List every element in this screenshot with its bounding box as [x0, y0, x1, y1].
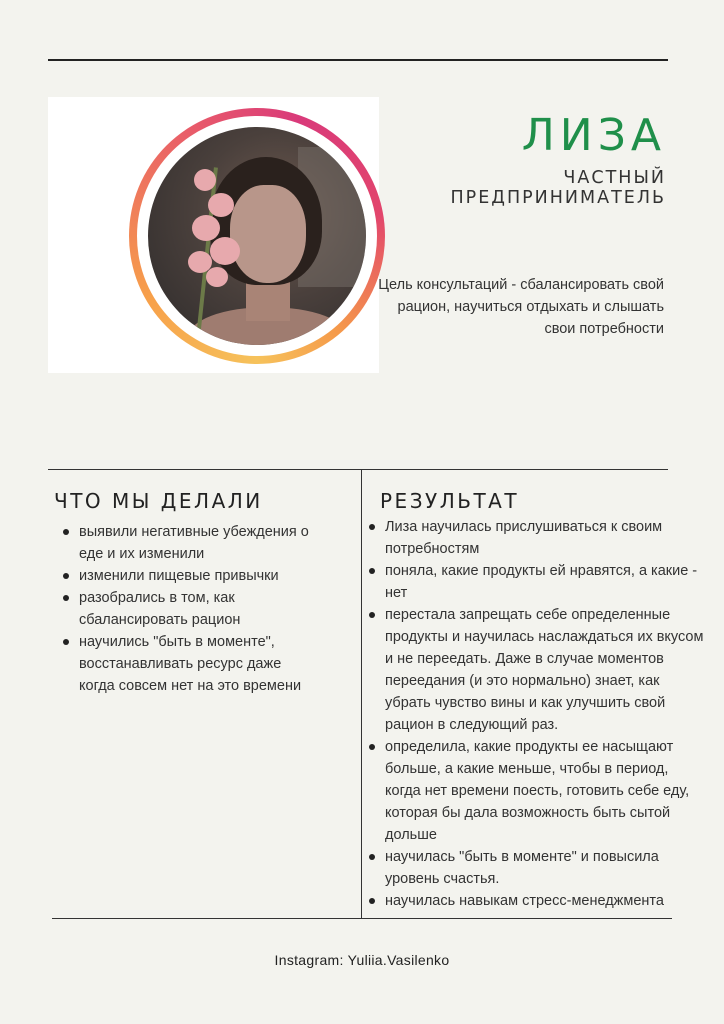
list-item: изменили пищевые привычки — [79, 565, 309, 587]
top-divider — [48, 59, 668, 61]
result-list — [385, 516, 705, 912]
flower-petal — [210, 237, 240, 265]
list-item: определила, какие продукты ее насыщают больше, а какие меньше, чтобы в период, когда нет времени поесть, готовить себе еду, которая бы дала возможность быть сытой дольше — [385, 736, 705, 846]
profile-photo-card — [48, 97, 379, 373]
column-divider — [361, 469, 362, 918]
section-divider — [48, 469, 668, 470]
list-item: поняла, какие продукты ей нравятся, а какие - нет — [385, 560, 705, 604]
list-item: научилась "быть в моменте" и повысила уровень счастья. — [385, 846, 705, 890]
flower-petal — [192, 215, 220, 241]
result-title: РЕЗУЛЬТАТ — [380, 489, 520, 513]
flower-petal — [208, 193, 234, 217]
list-item: выявили негативные убеждения о еде и их изменили — [79, 521, 309, 565]
flower-petal — [194, 169, 216, 191]
consultation-goal: Цель консультаций - сбалансировать свой рацион, научиться отдыхать и слышать свои потребности — [378, 277, 664, 337]
story-ring — [129, 108, 385, 364]
list-item: перестала запрещать себе определенные продукты и научилась наслаждаться их вкусом и не переедать. Даже в случае моментов переедания (и это нормально) знает, как убрать чувство вины и как улучшить свой рацион в следующий раз. — [385, 604, 705, 736]
list-item: Лиза научилась прислушиваться к своим потребностям — [385, 516, 705, 560]
avatar — [148, 127, 366, 345]
what-we-did-title: ЧТО МЫ ДЕЛАЛИ — [54, 489, 263, 513]
client-name: ЛИЗА — [521, 110, 666, 161]
flower-petal — [206, 267, 228, 287]
list-item: научились "быть в моменте", восстанавливать ресурс даже когда совсем нет на это времени — [79, 631, 309, 697]
bottom-divider — [52, 918, 672, 919]
what-we-did-list — [79, 521, 309, 697]
client-role: ЧАСТНЫЙ ПРЕДПРИНИМАТЕЛЬ — [450, 168, 666, 208]
list-item: научилась навыкам стресс-менеджмента — [385, 890, 705, 912]
list-item: разобрались в том, как сбалансировать рацион — [79, 587, 309, 631]
instagram-handle: Instagram: Yuliia.Vasilenko — [274, 952, 450, 968]
